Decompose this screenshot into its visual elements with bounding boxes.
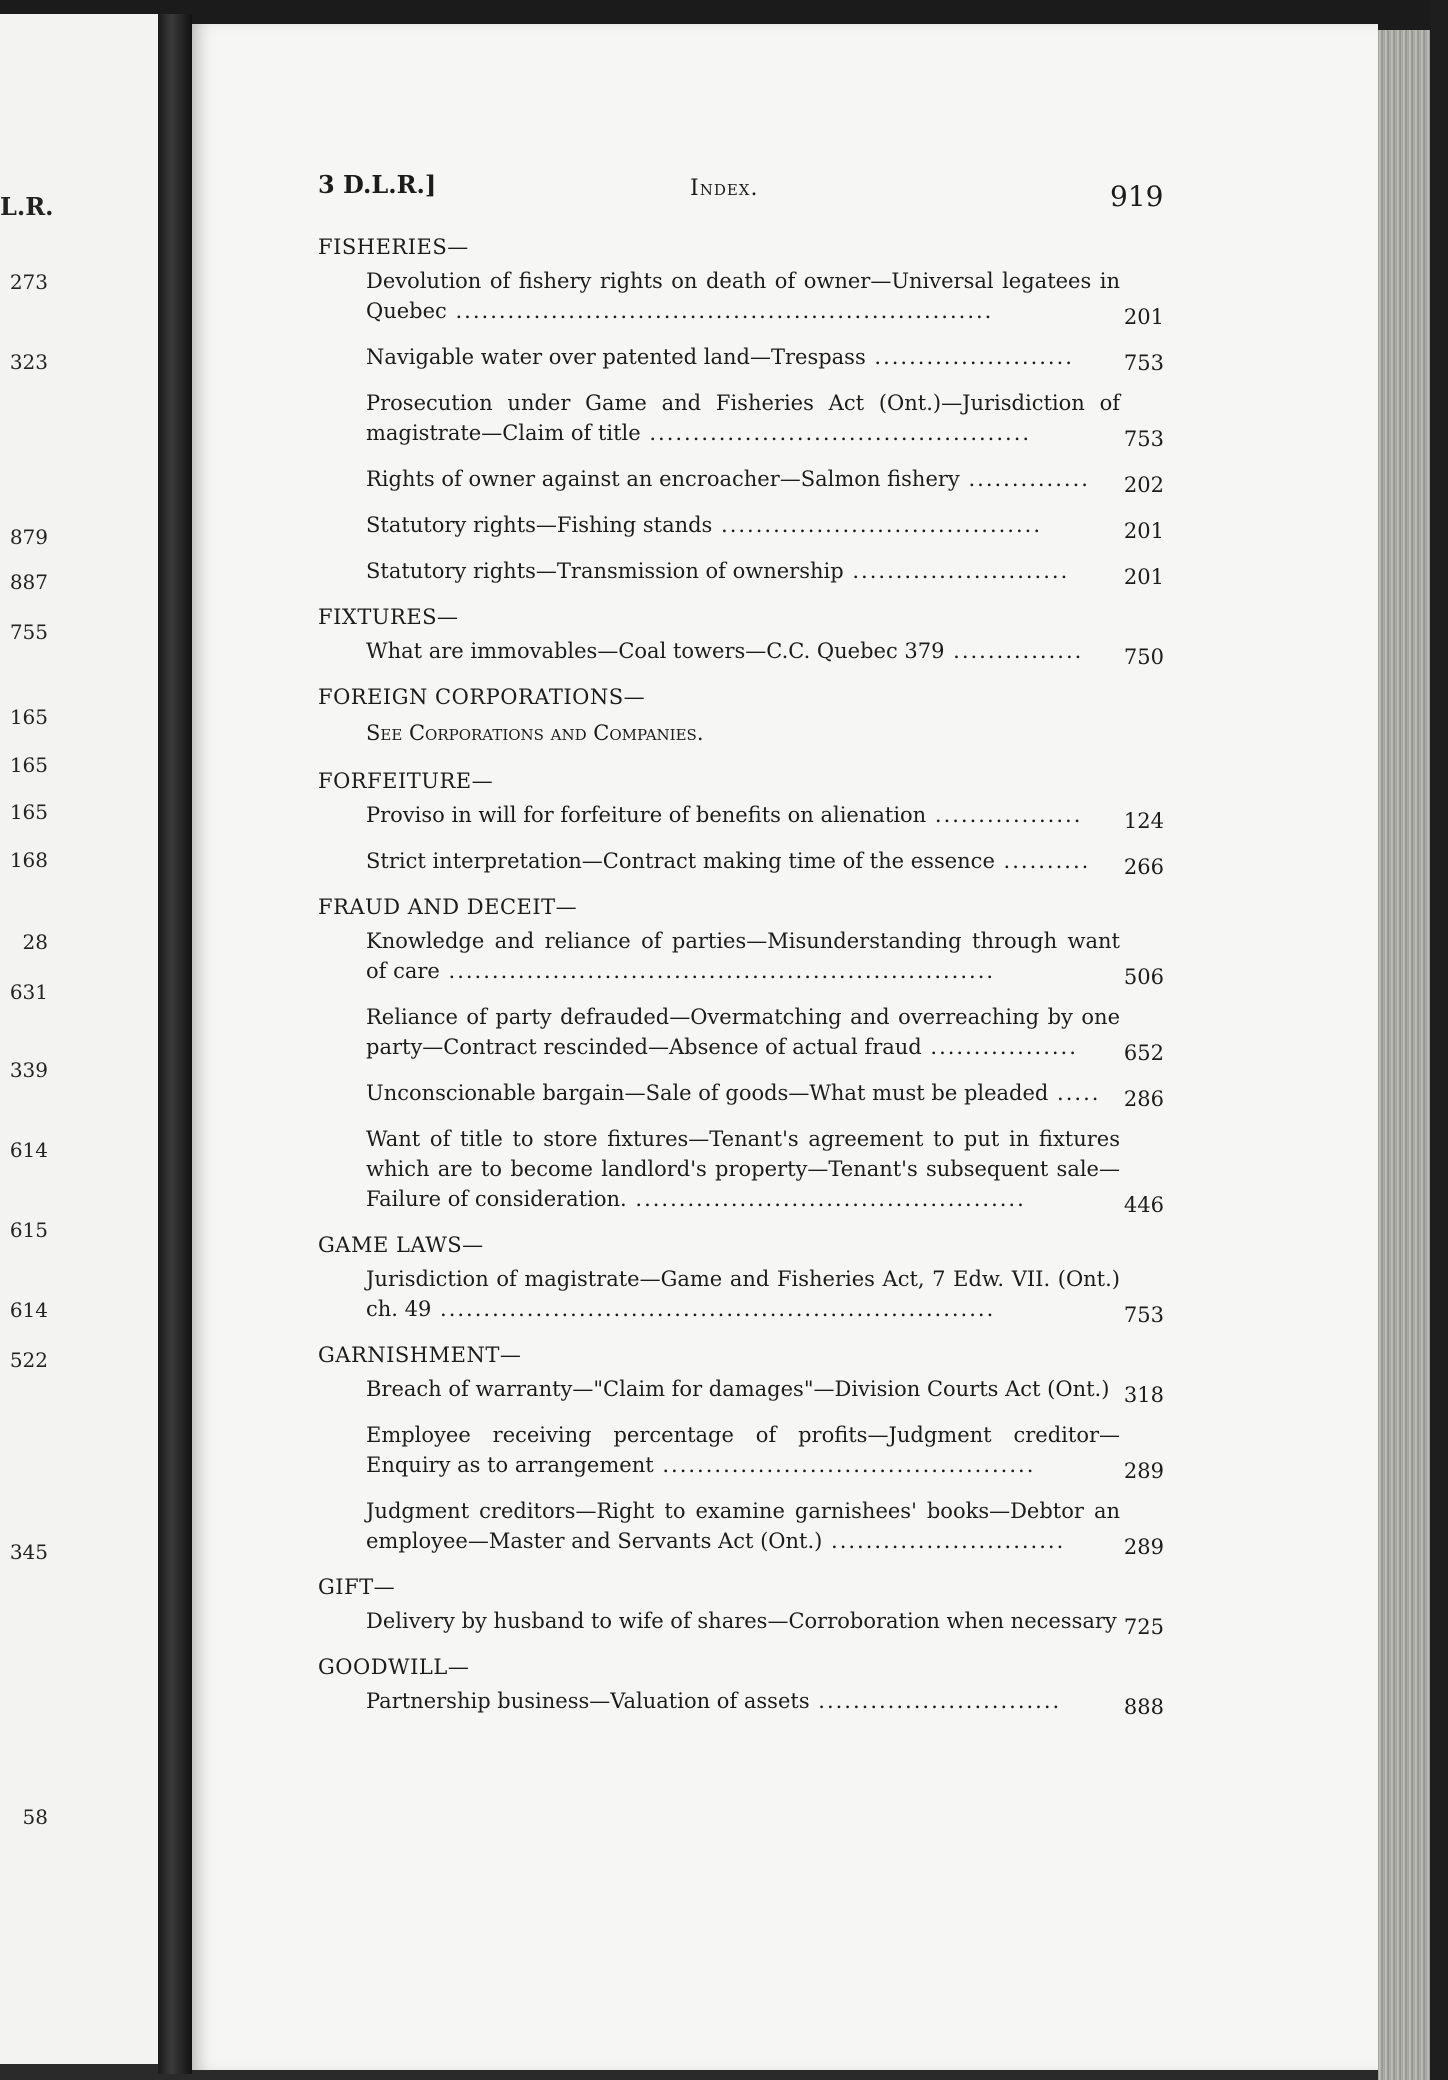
index-heading: GARNISHMENT—: [318, 1343, 522, 1367]
index-content: [300, 232, 1164, 1732]
index-entry: [300, 1264, 1164, 1327]
entry-text: Strict interpretation—Contract making time of the essence: [366, 849, 995, 873]
facing-page-number: 887: [9, 570, 48, 594]
facing-page-number: 879: [9, 525, 48, 549]
facing-page-header: L.R.: [0, 192, 54, 221]
entry-page-number: 888: [1123, 1695, 1164, 1719]
dot-leader: ............................: [809, 1689, 1062, 1713]
see-reference: See Corporations and Companies.: [366, 721, 704, 745]
dot-leader: ...........................................: [653, 1453, 1036, 1477]
index-entry: [300, 1420, 1164, 1483]
entry-page-number: 124: [1123, 809, 1164, 833]
index-entry: [300, 800, 1164, 833]
entry-page-number: 266: [1123, 855, 1164, 879]
dot-leader: ..............................................................: [446, 299, 994, 323]
index-entry: [300, 1002, 1164, 1065]
entry-text: Navigable water over patented land—Trespass: [366, 345, 866, 369]
running-head-title: Index.: [690, 176, 759, 201]
index-entry: [300, 342, 1164, 375]
dot-leader: ..........: [994, 849, 1091, 873]
facing-page-number: 273: [9, 270, 48, 294]
entry-page-number: 753: [1123, 351, 1164, 375]
entry-page-number: 753: [1123, 427, 1164, 451]
index-heading: FOREIGN CORPORATIONS—: [318, 685, 646, 709]
facing-page-number: 614: [9, 1138, 48, 1162]
index-heading: FORFEITURE—: [318, 769, 494, 793]
dot-leader: ................................................................: [431, 1297, 996, 1321]
entry-text: Prosecution under Game and Fisheries Act (Ont.)—Jurisdiction of magistrate—Claim of title: [366, 391, 1120, 445]
index-entry: [300, 1606, 1164, 1639]
facing-page-number: 28: [22, 930, 48, 954]
index-entry: [300, 388, 1164, 451]
dot-leader: .....: [1048, 1081, 1101, 1105]
entry-page-number: 201: [1123, 519, 1164, 543]
facing-page-number: 165: [9, 753, 48, 777]
index-entry: [300, 510, 1164, 543]
entry-text: Devolution of fishery rights on death of owner—Universal legatees in Quebec: [366, 269, 1120, 323]
entry-page-number: 202: [1123, 473, 1164, 497]
entry-text: Judgment creditors—Right to examine garnishees' books—Debtor an employee—Master and Servants Act (Ont.): [366, 1499, 1120, 1553]
entry-page-number: 201: [1123, 305, 1164, 329]
entry-page-number: 446: [1123, 1193, 1164, 1217]
index-heading: FRAUD AND DECEIT—: [318, 895, 578, 919]
index-heading: FIXTURES—: [318, 605, 459, 629]
book-right-edge: [1430, 0, 1448, 2080]
facing-page-number: 323: [9, 350, 48, 374]
entry-page-number: 725: [1123, 1615, 1164, 1639]
facing-page-number: 165: [9, 800, 48, 824]
index-entry: [300, 846, 1164, 879]
facing-page-number: 631: [9, 980, 48, 1004]
dot-leader: .............................................: [626, 1187, 1026, 1211]
index-entry: [300, 464, 1164, 497]
dot-leader: .....................................: [712, 513, 1043, 537]
entry-page-number: 289: [1123, 1459, 1164, 1483]
entry-text: Employee receiving percentage of profits—Judgment creditor—Enquiry as to arrangement: [366, 1423, 1120, 1477]
facing-page-number: 755: [9, 620, 48, 644]
entry-text: Unconscionable bargain—Sale of goods—What must be pleaded: [366, 1081, 1049, 1105]
index-entry: [300, 1496, 1164, 1559]
dot-leader: .........................: [843, 559, 1070, 583]
dot-leader: ............................................: [640, 421, 1032, 445]
index-entry: [300, 1124, 1164, 1217]
index-heading: GOODWILL—: [318, 1655, 470, 1679]
index-heading: FISHERIES—: [318, 235, 469, 259]
entry-text: Knowledge and reliance of parties—Misunderstanding through want of care: [366, 929, 1120, 983]
facing-page: [0, 14, 160, 2064]
entry-text: What are immovables—Coal towers—C.C. Quebec 379: [366, 639, 945, 663]
facing-page-number: 345: [9, 1540, 48, 1564]
running-head-volume: 3 D.L.R.]: [318, 170, 437, 199]
facing-page-number: 522: [9, 1348, 48, 1372]
book-gutter: [158, 14, 192, 2074]
entry-text: Reliance of party defrauded—Overmatching and overreaching by one party—Contract rescinded—Absence of actual fraud: [366, 1005, 1120, 1059]
entry-page-number: 652: [1123, 1041, 1164, 1065]
index-entry: [300, 1078, 1164, 1111]
index-entry: [300, 1374, 1164, 1407]
index-entry: [300, 266, 1164, 329]
entry-page-number: 506: [1123, 965, 1164, 989]
facing-page-number: 339: [9, 1058, 48, 1082]
facing-page-number: 58: [22, 1805, 48, 1829]
entry-text: Delivery by husband to wife of shares—Corroboration when necessary: [366, 1609, 1117, 1633]
entry-text: Proviso in will for forfeiture of benefits on alienation: [366, 803, 927, 827]
entry-page-number: 753: [1123, 1303, 1164, 1327]
entry-page-number: 750: [1123, 645, 1164, 669]
dot-leader: ...............................................................: [439, 959, 996, 983]
entry-text: Want of title to store fixtures—Tenant's agreement to put in fixtures which are to become landlord's property—Tenant's subsequent sale—Failure of consideration.: [366, 1127, 1120, 1211]
facing-page-number: 165: [9, 705, 48, 729]
dot-leader: .................: [921, 1035, 1078, 1059]
dot-leader: ...........................: [822, 1529, 1066, 1553]
page-number: 919: [1110, 180, 1164, 213]
index-heading: GAME LAWS—: [318, 1233, 484, 1257]
index-entry: [300, 926, 1164, 989]
facing-page-number: 168: [9, 848, 48, 872]
entry-text: Breach of warranty—"Claim for damages"—Division Courts Act (Ont.): [366, 1377, 1110, 1401]
facing-page-number: 614: [9, 1298, 48, 1322]
index-heading: GIFT—: [318, 1575, 396, 1599]
index-entry: [300, 556, 1164, 589]
entry-text: Rights of owner against an encroacher—Salmon fishery: [366, 467, 960, 491]
dot-leader: .......................: [865, 345, 1074, 369]
entry-page-number: 201: [1123, 565, 1164, 589]
entry-page-number: 289: [1123, 1535, 1164, 1559]
dot-leader: .................: [926, 803, 1083, 827]
entry-text: Statutory rights—Fishing stands: [366, 513, 713, 537]
entry-text: Partnership business—Valuation of assets: [366, 1689, 810, 1713]
entry-text: Jurisdiction of magistrate—Game and Fisheries Act, 7 Edw. VII. (Ont.) ch. 49: [366, 1267, 1120, 1321]
dot-leader: ...............: [944, 639, 1084, 663]
page-edges: [1378, 30, 1430, 2080]
index-entry: [300, 636, 1164, 669]
index-entry: [300, 1686, 1164, 1719]
entry-text: Statutory rights—Transmission of ownership: [366, 559, 844, 583]
entry-page-number: 286: [1123, 1087, 1164, 1111]
facing-page-number: 615: [9, 1218, 48, 1242]
dot-leader: ..............: [959, 467, 1090, 491]
entry-page-number: 318: [1123, 1383, 1164, 1407]
